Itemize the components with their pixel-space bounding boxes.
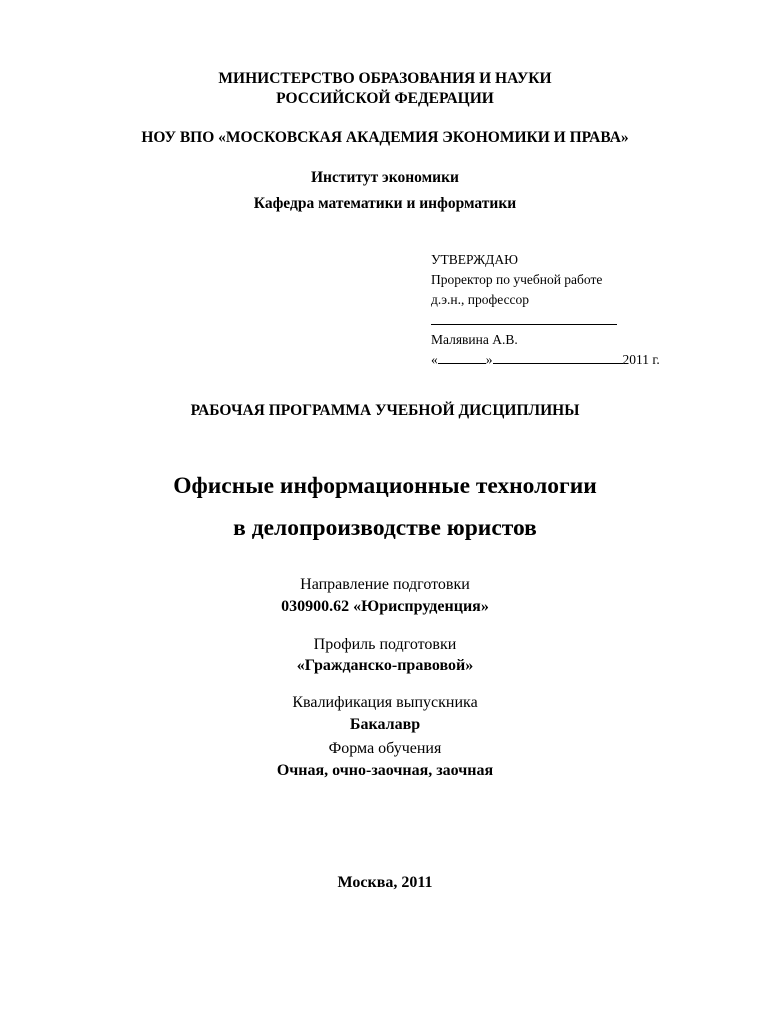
discipline-title-line-2: в делопроизводстве юристов — [233, 515, 537, 541]
approval-degree: д.э.н., профессор — [431, 292, 530, 307]
approval-block — [431, 250, 660, 370]
date-open-quote: « — [431, 352, 438, 367]
profile-label: Профиль подготовки — [313, 636, 457, 653]
month-blank — [493, 351, 623, 364]
approval-position: Проректор по учебной работе — [431, 272, 603, 287]
academy-name: НОУ ВПО «МОСКОВСКАЯ АКАДЕМИЯ ЭКОНОМИКИ И ПРАВА» — [141, 129, 629, 146]
approval-date — [431, 350, 660, 370]
qualification-label: Квалификация выпускника — [292, 694, 478, 711]
date-year: 2011 г. — [622, 352, 660, 367]
department-name: Кафедра математики и информатики — [253, 195, 517, 212]
city-year: Москва, 2011 — [337, 874, 433, 891]
signature-line — [431, 310, 660, 330]
qualification-value: Бакалавр — [349, 716, 421, 733]
direction-label: Направление подготовки — [300, 576, 470, 593]
day-blank — [438, 351, 486, 364]
ministry-line-2: РОССИЙСКОЙ ФЕДЕРАЦИИ — [276, 90, 494, 107]
form-value: Очная, очно-заочная, заочная — [276, 762, 494, 779]
profile-value: «Гражданско-правовой» — [296, 657, 474, 674]
institute-name: Институт экономики — [311, 169, 459, 186]
direction-value: 030900.62 «Юриспруденция» — [281, 598, 489, 615]
ministry-line-1: МИНИСТЕРСТВО ОБРАЗОВАНИЯ И НАУКИ — [218, 70, 552, 87]
approval-title: УТВЕРЖДАЮ — [431, 252, 519, 267]
date-close-quote: » — [485, 352, 493, 367]
form-label: Форма обучения — [328, 740, 442, 757]
discipline-title-line-1: Офисные информационные технологии — [173, 473, 597, 499]
program-heading: РАБОЧАЯ ПРОГРАММА УЧЕБНОЙ ДИСЦИПЛИНЫ — [190, 402, 580, 419]
approval-name: Малявина А.В. — [431, 332, 518, 347]
